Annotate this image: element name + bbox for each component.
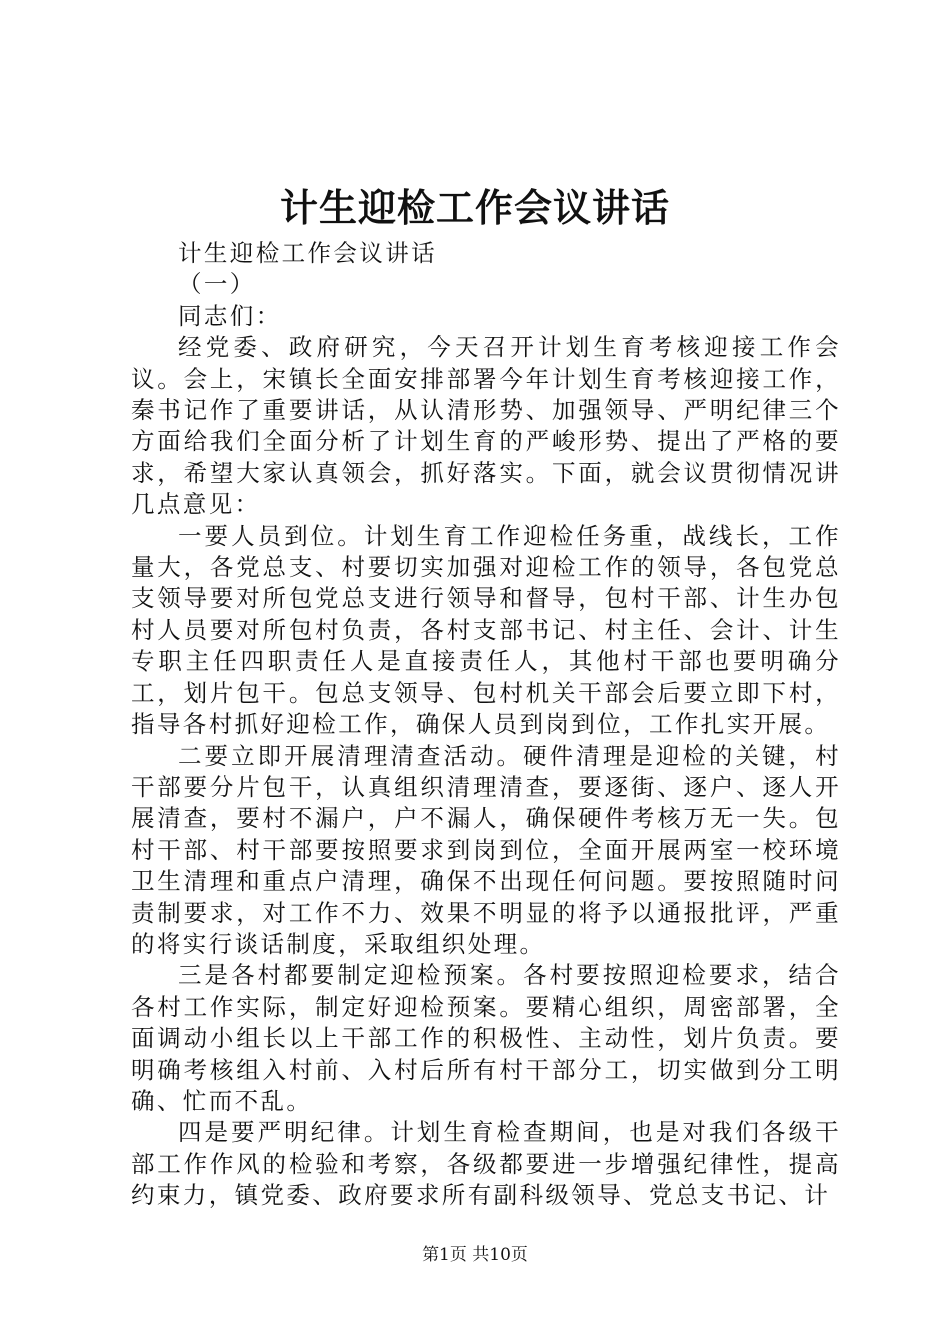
document-title: 计生迎检工作会议讲话: [279, 185, 670, 230]
section-number: （一）: [178, 270, 256, 299]
paragraph-point-1: 一要人员到位。计划生育工作迎检任务重，战线长，工作量大，各党总支、村要切实加强对迎检工作的领导，各包党总支领导要对所包党总支进行领导和督导，包村干部、计生办包村人员要对所包村负责，各村支部书记、村主任、会计、计生专职主任四职责任人是直接责任人，其他村干部也要明确分工，划片包干。包总支领导、包村机关干部会后要立即下村，指导各村抓好迎检工作，确保人员到岗到位，工作扎实开展。: [131, 521, 841, 739]
page-footer: 第1页 共10页: [422, 1245, 528, 1265]
body-subtitle: 计生迎检工作会议讲话: [178, 239, 437, 267]
paragraph-point-3: 三是各村都要制定迎检预案。各村要按照迎检要求，结合各村工作实际，制定好迎检预案。要精心组织，周密部署，全面调动小组长以上干部工作的积极性、主动性，划片负责。要明确考核组入村前、入村后所有村干部分工，切实做到分工明确、忙而不乱。: [131, 961, 841, 1115]
paragraph-point-2: 二要立即开展清理清查活动。硬件清理是迎检的关键，村干部要分片包干，认真组织清理清查，要逐街、逐户、逐人开展清查，要村不漏户，户不漏人，确保硬件考核万无一失。包村干部、村干部要按照要求到岗到位，全面开展两室一校环境卫生清理和重点户清理，确保不出现任何问题。要按照随时问责制要求，对工作不力、效果不明显的将予以通报批评，严重的将实行谈话制度，采取组织处理。: [131, 741, 841, 958]
salutation: 同志们：: [178, 301, 282, 330]
document-body: [131, 238, 841, 1212]
paragraph-point-4: 四是要严明纪律。计划生育检查期间，也是对我们各级干部工作作风的检验和考察，各级都要进一步增强纪律性，提高约束力，镇党委、政府要求所有副科级领导、党总支书记、计: [131, 1118, 841, 1210]
paragraph-intro: 经党委、政府研究，今天召开计划生育考核迎接工作会议。会上，宋镇长全面安排部署今年计划生育考核迎接工作，秦书记作了重要讲话，从认清形势、加强领导、严明纪律三个方面给我们全面分析了计划生育的严峻形势、提出了严格的要求，希望大家认真领会，抓好落实。下面，就会议贯彻情况讲几点意见：: [131, 333, 841, 519]
